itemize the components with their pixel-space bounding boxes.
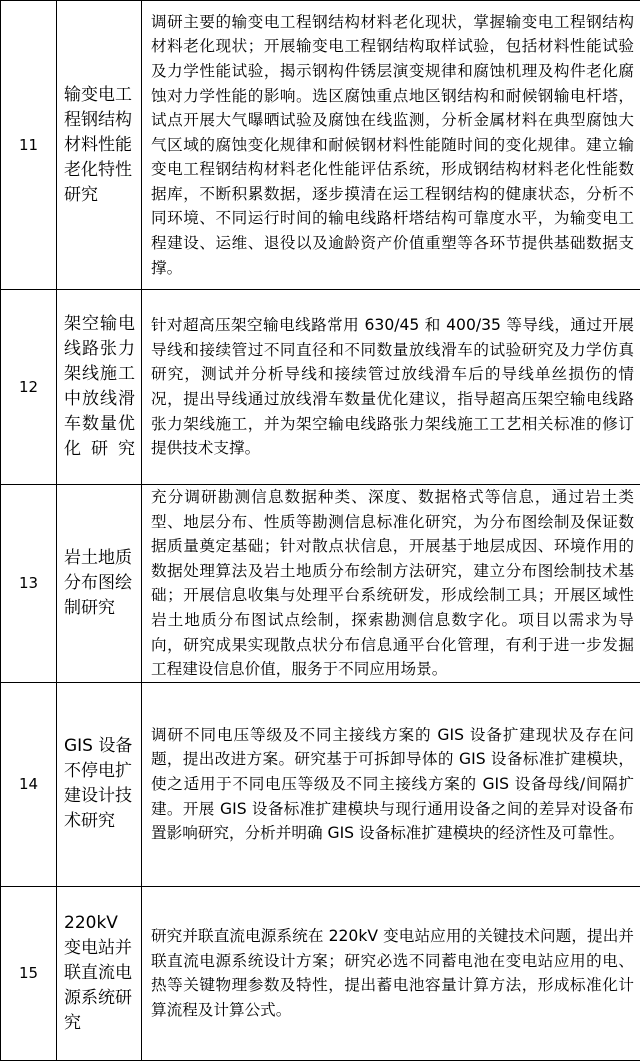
table-row [1, 886, 640, 1060]
project-description: 调研主要的输变电工程钢结构材料老化现状，掌握输变电工程钢结构材料老化现状；开展输变电工程钢结构取样试验，包括材料性能试验及力学性能试验，揭示钢构件锈层演变规律和腐蚀机理及构件老化腐蚀对力学性能的影响。选区腐蚀重点地区钢结构和耐候钢输电杆塔，试点开展大气曝晒试验及腐蚀在线监测，分析金属材料在典型腐蚀大气区域的腐蚀变化规律和耐候钢材料性能随时间的变化规律。建立输变电工程钢结构材料老化性能评估系统，形成钢结构材料老化性能数据库，不断积累数据，逐步摸清在运工程钢结构的健康状态，分析不同环境、不同运行时间的输电线路杆塔结构可靠度水平，为输变电工程建设、运维、退役以及逾龄资产价值重塑等各环节提供基础数据支撑。 [142, 1, 640, 290]
project-title: 输变电工程钢结构材料性能老化特性研究 [57, 1, 142, 290]
project-description: 针对超高压架空输电线路常用 630/45 和 400/35 等导线，通过开展导线和接续管过不同直径和不同数量放线滑车的试验研究及力学仿真研究，测试并分析导线和接续管过放线滑车后的导线单丝损伤的情况，提出导线通过放线滑车数量优化建议，指导超高压架空输电线路张力架线施工，并为架空输电线路张力架线施工工艺相关标准的修订提供技术支撑。 [142, 290, 640, 485]
row-number: 13 [1, 485, 57, 683]
project-title: 220kV 变电站并联直流电源系统研究 [57, 886, 142, 1060]
row-number: 14 [1, 682, 57, 886]
row-number: 12 [1, 290, 57, 485]
row-number: 11 [1, 1, 57, 290]
project-description: 充分调研勘测信息数据种类、深度、数据格式等信息，通过岩土类型、地层分布、性质等勘测信息标准化研究，为分布图绘制及保证数据质量奠定基础；针对散点状信息，开展基于地层成因、环境作用的数据处理算法及岩土地质分布绘制方法研究，建立分布图绘制技术基础；开展信息收集与处理平台系统研发，形成绘制工具；开展区域性岩土地质分布图试点绘制，探索勘测信息数字化。项目以需求为导向，研究成果实现散点状分布信息通平台化管理，有利于进一步发掘工程建设信息价值，服务于不同应用场景。 [142, 485, 640, 683]
project-title: 架空输电线路张力架线施工中放线滑车数量优化研究 [57, 290, 142, 485]
project-title: 岩土地质分布图绘制研究 [57, 485, 142, 683]
table-row [1, 1, 640, 290]
project-title: GIS 设备不停电扩建设计技术研究 [57, 682, 142, 886]
table-row [1, 682, 640, 886]
table-row [1, 290, 640, 485]
project-description: 调研不同电压等级及不同主接线方案的 GIS 设备扩建现状及存在问题，提出改进方案。研究基于可拆卸导体的 GIS 设备标准扩建模块，使之适用于不同电压等级及不同主接线方案的 GIS 设备母线/间隔扩建。开展 GIS 设备标准扩建模块与现行通用设备之间的差异对设备布置影响研究，分析并明确 GIS 设备标准扩建模块的经济性及可靠性。 [142, 682, 640, 886]
project-description: 研究并联直流电源系统在 220kV 变电站应用的关键技术问题，提出并联直流电源系统设计方案；研究必选不同蓄电池在变电站应用的电、热等关键物理参数及特性，提出蓄电池容量计算方法，形成标准化计算流程及计算公式。 [142, 886, 640, 1060]
row-number: 15 [1, 886, 57, 1060]
table-row [1, 485, 640, 683]
